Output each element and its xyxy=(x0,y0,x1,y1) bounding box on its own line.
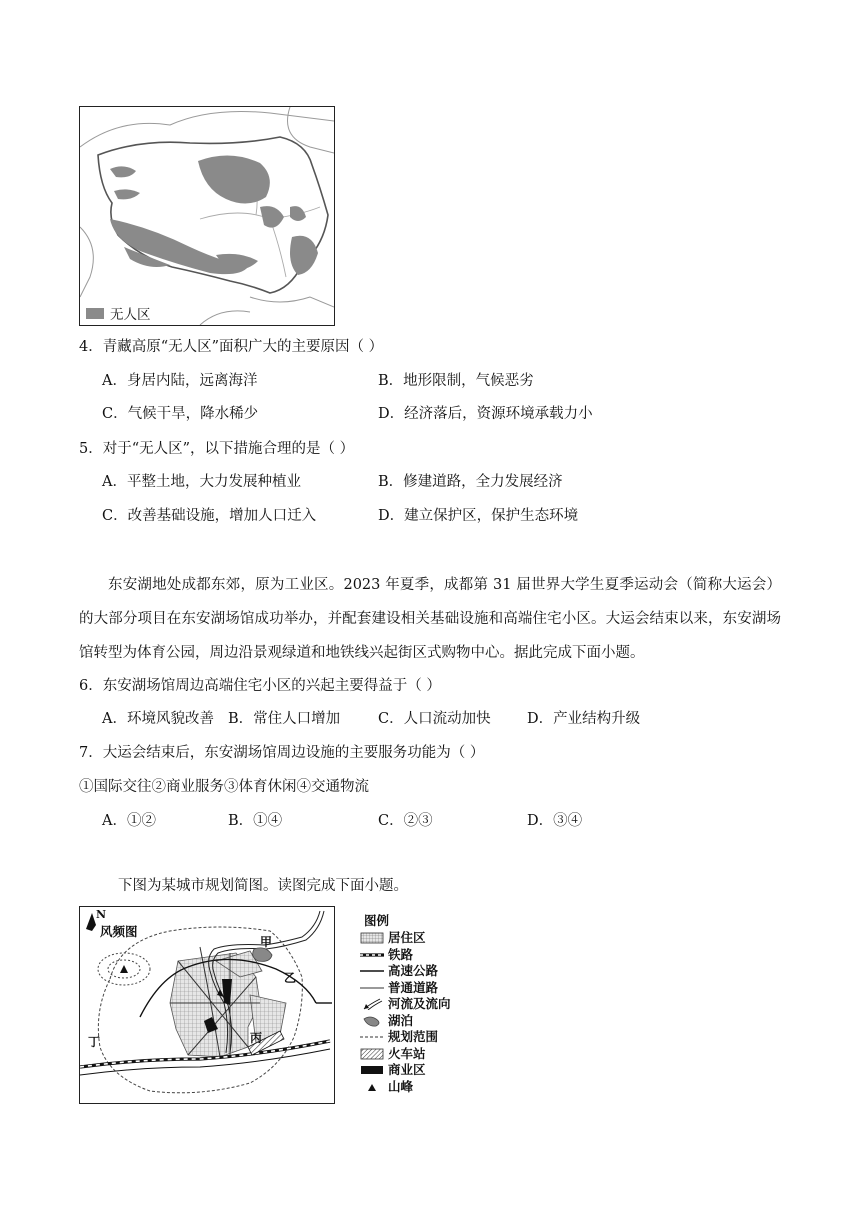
plan-boundary-symbol xyxy=(360,1031,384,1043)
q7-option-d: D．③④ xyxy=(527,813,583,829)
legend-residential xyxy=(360,930,451,947)
legend-station-label: 火车站 xyxy=(388,1045,426,1061)
plateau-map xyxy=(79,106,335,326)
q5-option-b: B．修建道路，全力发展经济 xyxy=(378,474,563,490)
commercial-symbol xyxy=(360,1064,384,1076)
legend-plan-boundary-label: 规划范围 xyxy=(388,1029,439,1045)
legend-railway-label: 铁路 xyxy=(388,946,414,962)
q5-stem: 5．对于“无人区”，以下措施合理的是（ ） xyxy=(79,441,355,457)
label-bing: 丙 xyxy=(250,1031,263,1045)
q4-option-d: D．经济落后，资源环境承载力小 xyxy=(378,406,593,422)
legend-road xyxy=(360,980,451,997)
peak-icon xyxy=(360,1081,384,1093)
q4-stem: 4．青藏高原“无人区”面积广大的主要原因（ ） xyxy=(79,339,384,355)
legend-peak-label: 山峰 xyxy=(388,1078,414,1094)
legend-river xyxy=(360,996,451,1013)
residential-symbol xyxy=(360,932,384,944)
legend-commercial xyxy=(360,1062,451,1079)
legend-commercial-label: 商业区 xyxy=(388,1062,426,1078)
no-man-land-label: 无人区 xyxy=(110,307,151,323)
river-symbol xyxy=(360,998,384,1010)
q7-stem: 7．大运会结束后，东安湖场馆周边设施的主要服务功能为（ ） xyxy=(79,745,485,761)
legend-title: 图例 xyxy=(364,913,390,928)
legend-highway-label: 高速公路 xyxy=(388,963,439,979)
legend-peak xyxy=(360,1079,451,1096)
road-symbol xyxy=(360,982,384,994)
q7-option-a: A．①② xyxy=(102,813,156,829)
q5-option-d: D．建立保护区，保护生态环境 xyxy=(378,508,579,524)
passage-city-plan: 下图为某城市规划简图。读图完成下面小题。 xyxy=(118,878,408,894)
q6-option-c: C．人口流动加快 xyxy=(378,711,491,727)
legend-railway xyxy=(360,947,451,964)
q5-option-c: C．改善基础设施，增加人口迁入 xyxy=(102,508,317,524)
wind-rose-label: 风频图 xyxy=(100,924,138,939)
passage-dongan-lake: 东安湖地处成都东郊，原为工业区。2023 年夏季，成都第 31 届世界大学生夏季运动会（简称大运会）的大部分项目在东安湖场馆成功举办，并配套建设相关基础设施和高端住宅小区。大运会结束以来，东安湖场馆转型为体育公园，周边沿景观绿道和地铁线兴起街区式购物中心。据此完成下面小题。 xyxy=(79,577,781,661)
legend-station xyxy=(360,1046,451,1063)
q7-statements: ①国际交往②商业服务③体育休闲④交通物流 xyxy=(79,779,369,795)
highway-symbol xyxy=(360,965,384,977)
lake-symbol xyxy=(360,1015,384,1027)
q5-option-a: A．平整土地，大力发展种植业 xyxy=(102,474,301,490)
legend-lake-label: 湖泊 xyxy=(388,1012,414,1028)
q4-option-a: A．身居内陆，远离海洋 xyxy=(102,373,258,389)
station-symbol xyxy=(360,1048,384,1060)
label-yi: 乙 xyxy=(284,971,297,985)
q7-option-c: C．②③ xyxy=(378,813,433,829)
no-man-land-swatch xyxy=(86,308,104,319)
plateau-legend xyxy=(86,303,151,323)
plateau-map-drawing xyxy=(80,107,334,325)
q7-option-b: B．①④ xyxy=(228,813,283,829)
city-plan-map xyxy=(79,906,335,1104)
railway-symbol xyxy=(360,949,384,961)
label-jia: 甲 xyxy=(260,935,273,949)
legend-road-label: 普通道路 xyxy=(388,979,439,995)
q6-stem: 6．东安湖场馆周边高端住宅小区的兴起主要得益于（ ） xyxy=(79,678,441,694)
legend-residential-label: 居住区 xyxy=(388,930,426,946)
legend-river-label: 河流及流向 xyxy=(388,996,451,1012)
q6-option-a: A．环境风貌改善 xyxy=(102,711,214,727)
q6-option-b: B．常住人口增加 xyxy=(228,711,341,727)
north-label: N xyxy=(96,908,107,921)
label-ding: 丁 xyxy=(88,1035,101,1049)
legend-lake xyxy=(360,1013,451,1030)
q6-option-d: D．产业结构升级 xyxy=(527,711,641,727)
city-plan-legend xyxy=(360,913,451,1095)
q4-option-b: B．地形限制，气候恶劣 xyxy=(378,373,534,389)
legend-plan-boundary xyxy=(360,1029,451,1046)
q4-option-c: C．气候干旱，降水稀少 xyxy=(102,406,259,422)
legend-highway xyxy=(360,963,451,980)
